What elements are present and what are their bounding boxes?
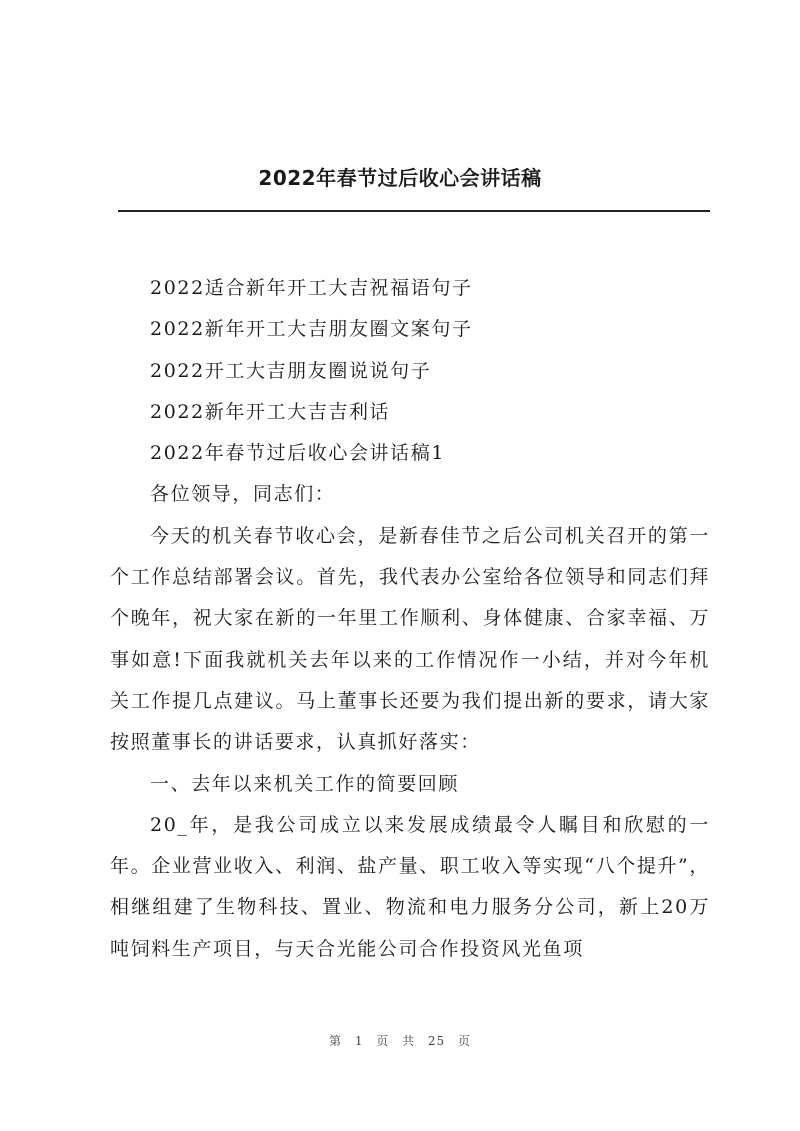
paragraph-link-3: 2022开工大吉朋友圈说说句子 — [150, 359, 432, 382]
salutation: 各位领导，同志们： — [150, 483, 336, 506]
document-title: 2022年春节过后收心会讲话稿 — [258, 166, 542, 190]
paragraph-link-4: 2022新年开工大吉吉利话 — [150, 400, 391, 423]
paragraph-link-2: 2022新年开工大吉朋友圈文案句子 — [150, 318, 473, 341]
page-number: 第 1 页 共 25 页 — [329, 1034, 471, 1048]
paragraph-link-1: 2022适合新年开工大吉祝福语句子 — [150, 277, 473, 299]
document-body — [110, 268, 710, 970]
section-heading: 2022年春节过后收心会讲话稿1 — [150, 442, 446, 465]
title-underline — [118, 210, 710, 212]
body-paragraph: 20_年，是我公司成立以来发展成绩最令人瞩目和欣慰的一年。企业营业收入、利润、盐产量、职工收入等实现“八个提升”，相继组建了生物科技、置业、物流和电力服务分公司，新上20万吨饲料生产项目，与天合光能公司合作投资风光鱼项 — [110, 813, 710, 960]
subsection-heading: 一、去年以来机关工作的简要回顾 — [150, 772, 460, 795]
body-paragraph: 今天的机关春节收心会，是新春佳节之后公司机关召开的第一个工作总结部署会议。首先，我代表办公室给各位领导和同志们拜个晚年，祝大家在新的一年里工作顺利、身体健康、合家幸福、万事如意!下面我就机关去年以来的工作情况作一小结，并对今年机关工作提几点建议。马上董事长还要为我们提出新的要求，请大家按照董事长的讲话要求，认真抓好落实： — [110, 524, 710, 754]
